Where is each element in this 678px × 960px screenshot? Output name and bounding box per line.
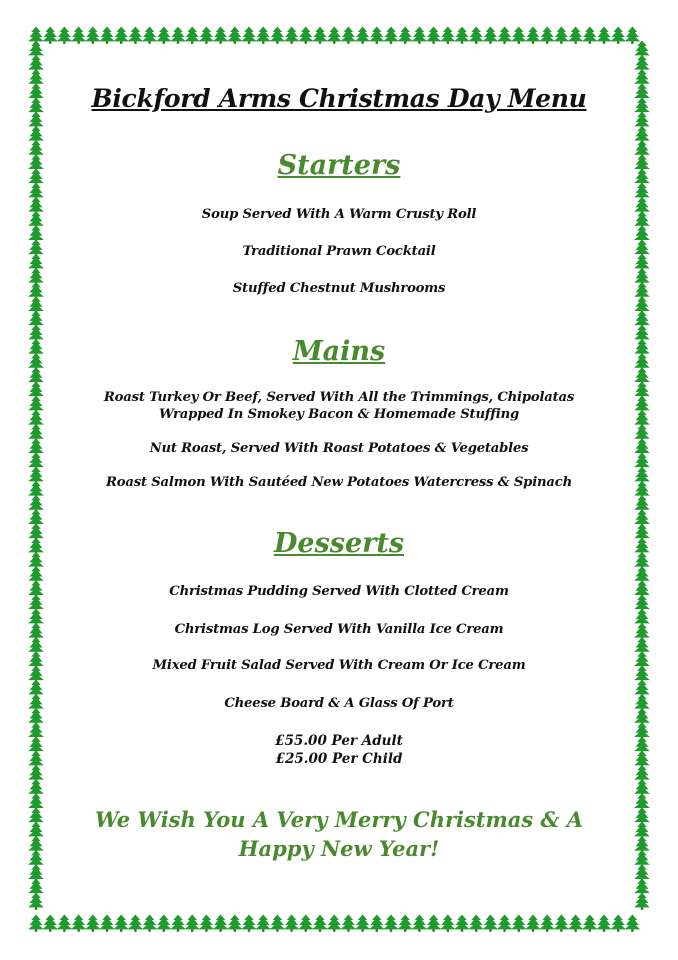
christmas-tree-icon bbox=[312, 27, 328, 44]
starters-heading: Starters bbox=[277, 150, 401, 181]
christmas-tree-icon bbox=[298, 27, 314, 44]
christmas-tree-icon bbox=[426, 27, 442, 44]
christmas-tree-icon bbox=[397, 915, 413, 932]
christmas-tree-icon bbox=[554, 915, 570, 932]
christmas-tree-icon bbox=[255, 915, 271, 932]
christmas-tree-icon bbox=[128, 915, 144, 932]
christmas-tree-icon bbox=[227, 915, 243, 932]
main-item: Roast Salmon With Sautéed New Potatoes Watercress & Spinach bbox=[106, 475, 572, 490]
christmas-tree-icon bbox=[270, 915, 286, 932]
christmas-tree-icon bbox=[383, 915, 399, 932]
christmas-tree-icon bbox=[184, 27, 200, 44]
christmas-tree-icon bbox=[497, 915, 513, 932]
christmas-tree-icon bbox=[397, 27, 413, 44]
christmas-tree-icon bbox=[582, 27, 598, 44]
christmas-tree-icon bbox=[57, 915, 73, 932]
christmas-tree-icon bbox=[326, 915, 342, 932]
christmas-tree-icon bbox=[539, 915, 555, 932]
christmas-tree-icon bbox=[99, 915, 115, 932]
christmas-tree-icon bbox=[625, 27, 641, 44]
starter-item: Stuffed Chestnut Mushrooms bbox=[232, 281, 446, 296]
christmas-tree-icon bbox=[511, 27, 527, 44]
closing-greeting-line2: Happy New Year! bbox=[238, 836, 440, 861]
christmas-tree-icon bbox=[525, 915, 541, 932]
christmas-tree-icon bbox=[440, 27, 456, 44]
christmas-tree-icon bbox=[85, 915, 101, 932]
christmas-tree-icon bbox=[85, 27, 101, 44]
christmas-tree-icon bbox=[113, 915, 129, 932]
christmas-tree-icon bbox=[625, 915, 641, 932]
christmas-tree-icon bbox=[298, 915, 314, 932]
christmas-tree-icon bbox=[610, 915, 626, 932]
christmas-tree-icon bbox=[483, 27, 499, 44]
christmas-tree-icon bbox=[596, 915, 612, 932]
christmas-tree-icon bbox=[71, 915, 87, 932]
christmas-tree-icon bbox=[113, 27, 129, 44]
christmas-tree-icon bbox=[383, 27, 399, 44]
christmas-tree-icon bbox=[213, 915, 229, 932]
christmas-tree-icon bbox=[270, 27, 286, 44]
christmas-tree-icon bbox=[213, 27, 229, 44]
christmas-tree-icon bbox=[170, 27, 186, 44]
starter-item: Soup Served With A Warm Crusty Roll bbox=[201, 207, 477, 222]
christmas-tree-icon bbox=[426, 915, 442, 932]
christmas-tree-icon bbox=[227, 27, 243, 44]
christmas-tree-icon bbox=[412, 915, 428, 932]
christmas-tree-icon bbox=[568, 27, 584, 44]
christmas-tree-icon bbox=[511, 915, 527, 932]
adult-price: £55.00 Per Adult bbox=[275, 733, 403, 749]
christmas-tree-icon bbox=[582, 915, 598, 932]
christmas-tree-icon bbox=[554, 27, 570, 44]
christmas-tree-icon bbox=[28, 915, 44, 932]
christmas-tree-icon bbox=[468, 915, 484, 932]
christmas-tree-icon bbox=[156, 915, 172, 932]
christmas-tree-icon bbox=[71, 27, 87, 44]
christmas-tree-icon bbox=[142, 27, 158, 44]
christmas-tree-icon bbox=[568, 915, 584, 932]
christmas-tree-icon bbox=[241, 27, 257, 44]
christmas-tree-icon bbox=[497, 27, 513, 44]
christmas-tree-icon bbox=[128, 27, 144, 44]
closing-greeting-line1: We Wish You A Very Merry Christmas & A bbox=[94, 807, 584, 832]
christmas-tree-icon bbox=[634, 893, 650, 910]
christmas-tree-icon bbox=[241, 915, 257, 932]
christmas-tree-icon bbox=[42, 27, 58, 44]
christmas-tree-icon bbox=[539, 27, 555, 44]
christmas-tree-icon bbox=[355, 915, 371, 932]
christmas-tree-icon bbox=[412, 27, 428, 44]
menu-title: Bickford Arms Christmas Day Menu bbox=[91, 84, 587, 113]
christmas-tree-icon bbox=[184, 915, 200, 932]
dessert-item: Mixed Fruit Salad Served With Cream Or Ice Cream bbox=[152, 658, 526, 673]
christmas-tree-icon bbox=[468, 27, 484, 44]
mains-heading: Mains bbox=[292, 336, 386, 367]
dessert-item: Cheese Board & A Glass Of Port bbox=[224, 696, 454, 711]
christmas-tree-icon bbox=[28, 893, 44, 910]
christmas-tree-icon bbox=[255, 27, 271, 44]
christmas-tree-icon bbox=[610, 27, 626, 44]
christmas-tree-icon bbox=[369, 915, 385, 932]
christmas-tree-icon bbox=[525, 27, 541, 44]
christmas-tree-icon bbox=[341, 915, 357, 932]
main-item: Roast Turkey Or Beef, Served With All the Trimmings, Chipolatas bbox=[103, 390, 575, 405]
christmas-tree-icon bbox=[483, 915, 499, 932]
christmas-tree-icon bbox=[42, 915, 58, 932]
christmas-tree-icon bbox=[326, 27, 342, 44]
christmas-tree-icon bbox=[454, 915, 470, 932]
christmas-tree-icon bbox=[199, 915, 215, 932]
main-item-continued: Wrapped In Smokey Bacon & Homemade Stuffing bbox=[158, 407, 520, 422]
christmas-tree-icon bbox=[156, 27, 172, 44]
christmas-tree-icon bbox=[57, 27, 73, 44]
christmas-tree-icon bbox=[341, 27, 357, 44]
christmas-tree-icon bbox=[312, 915, 328, 932]
christmas-tree-icon bbox=[199, 27, 215, 44]
desserts-heading: Desserts bbox=[273, 528, 405, 559]
christmas-tree-icon bbox=[369, 27, 385, 44]
christmas-tree-icon bbox=[99, 27, 115, 44]
christmas-tree-icon bbox=[170, 915, 186, 932]
christmas-tree-icon bbox=[284, 915, 300, 932]
christmas-tree-icon bbox=[596, 27, 612, 44]
starter-item: Traditional Prawn Cocktail bbox=[242, 244, 436, 259]
christmas-tree-icon bbox=[284, 27, 300, 44]
main-item: Nut Roast, Served With Roast Potatoes & Vegetables bbox=[149, 441, 529, 456]
christmas-tree-icon bbox=[142, 915, 158, 932]
christmas-tree-icon bbox=[454, 27, 470, 44]
child-price: £25.00 Per Child bbox=[275, 751, 403, 767]
dessert-item: Christmas Log Served With Vanilla Ice Cream bbox=[174, 622, 504, 637]
christmas-tree-icon bbox=[440, 915, 456, 932]
christmas-tree-icon bbox=[355, 27, 371, 44]
dessert-item: Christmas Pudding Served With Clotted Cream bbox=[169, 584, 509, 599]
